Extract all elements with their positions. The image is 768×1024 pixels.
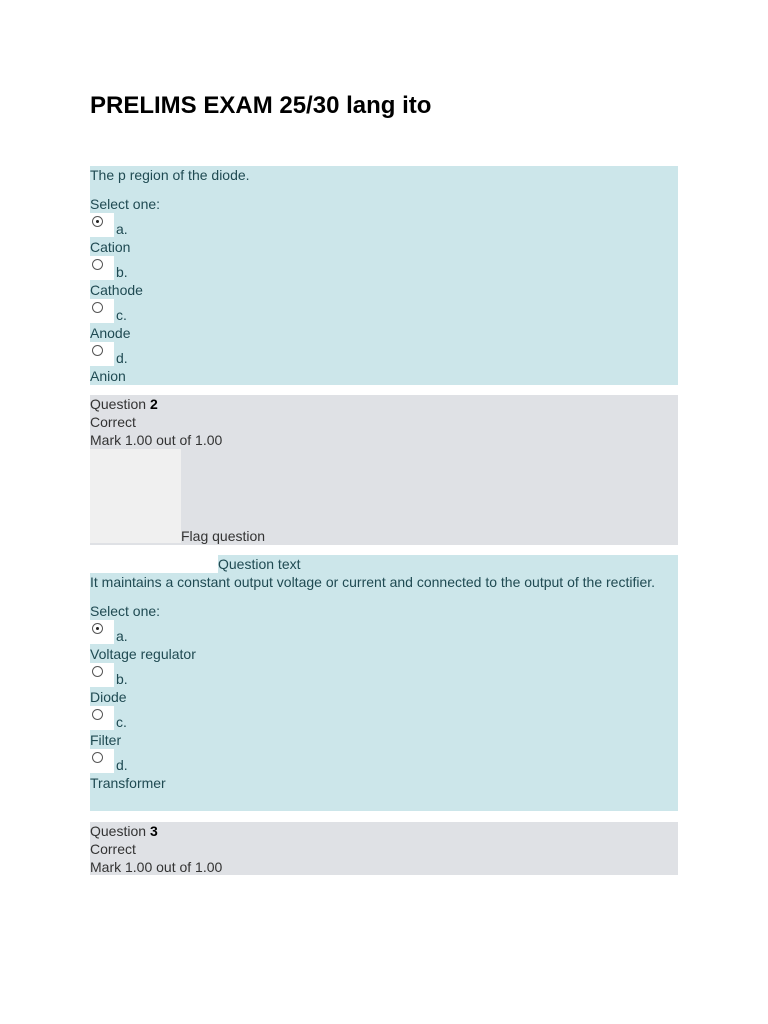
option-a-answer[interactable]: Cation [90, 239, 131, 255]
option-b-answer[interactable]: Diode [90, 689, 127, 705]
option-c-answer[interactable]: Anode [90, 325, 131, 341]
option-d-letter: d. [116, 350, 128, 366]
option-b-answer[interactable]: Cathode [90, 282, 143, 298]
option-c-answer[interactable]: Filter [90, 732, 122, 748]
question-3-info [90, 822, 678, 875]
option-a-radio[interactable] [90, 213, 114, 237]
option-a-row[interactable] [90, 620, 678, 645]
question-status: Correct [90, 841, 136, 857]
question-word: Question [90, 823, 147, 839]
option-a-radio[interactable] [90, 620, 114, 644]
question-2-info [90, 395, 678, 545]
option-b-letter: b. [116, 671, 128, 687]
option-c-letter: c. [116, 307, 127, 323]
option-b-row[interactable] [90, 663, 678, 688]
select-one-label: Select one: [90, 603, 161, 619]
page-title: PRELIMS EXAM 25/30 lang ito [90, 92, 432, 119]
question-text-label: Question text [218, 556, 301, 572]
question-text-header [218, 555, 678, 573]
question-number-line [90, 822, 678, 840]
option-b-radio[interactable] [90, 663, 114, 687]
question-number: 2 [149, 396, 158, 412]
question-mark: Mark 1.00 out of 1.00 [90, 432, 223, 448]
option-b-row[interactable] [90, 256, 678, 281]
flag-question-link[interactable]: Flag question [181, 528, 266, 544]
question-mark: Mark 1.00 out of 1.00 [90, 859, 223, 875]
question-1-text: The p region of the diode. [90, 167, 250, 183]
flag-icon[interactable] [90, 449, 181, 543]
option-b-radio[interactable] [90, 256, 114, 280]
option-c-row[interactable] [90, 706, 678, 731]
question-1-block [90, 166, 678, 385]
option-c-radio[interactable] [90, 706, 114, 730]
option-a-row[interactable] [90, 213, 678, 238]
question-2-block [90, 573, 678, 811]
selected-dot-icon [96, 220, 99, 223]
option-d-letter: d. [116, 757, 128, 773]
question-number: 3 [149, 823, 158, 839]
option-d-row[interactable] [90, 749, 678, 774]
option-d-radio[interactable] [90, 342, 114, 366]
option-c-radio[interactable] [90, 299, 114, 323]
question-2-text: It maintains a constant output voltage or current and connected to the output of the rectifier. [90, 574, 656, 590]
option-c-letter: c. [116, 714, 127, 730]
option-d-radio[interactable] [90, 749, 114, 773]
option-a-letter: a. [116, 221, 128, 237]
question-number-line [90, 395, 678, 413]
question-word: Question [90, 396, 147, 412]
question-status: Correct [90, 414, 136, 430]
option-d-row[interactable] [90, 342, 678, 367]
option-a-answer[interactable]: Voltage regulator [90, 646, 196, 662]
option-d-answer[interactable]: Transformer [90, 775, 166, 791]
option-d-answer[interactable]: Anion [90, 368, 126, 384]
option-c-row[interactable] [90, 299, 678, 324]
select-one-label: Select one: [90, 196, 161, 212]
option-b-letter: b. [116, 264, 128, 280]
selected-dot-icon [96, 627, 99, 630]
option-a-letter: a. [116, 628, 128, 644]
